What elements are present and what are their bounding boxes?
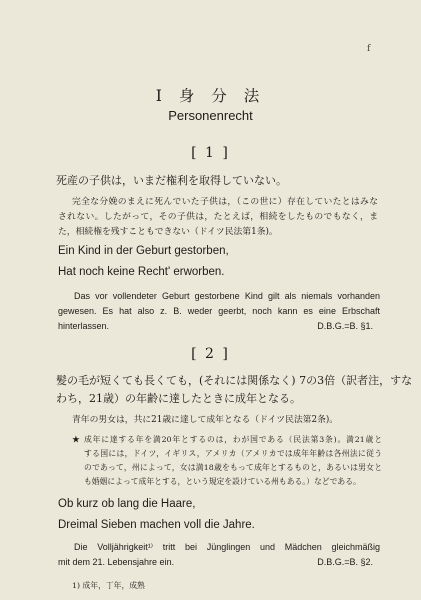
section2-de-note-line: mit dem 21. Lebensjahre ein. <box>58 557 175 567</box>
section2-star-note-line: ★ 成年に達する年を満20年とするのは，わが国である（民法第3条)。満21歳と <box>72 435 382 444</box>
chapter-subtitle: Personenrecht <box>168 108 253 123</box>
section1-de-proverb-line: Ein Kind in der Geburt gestorben, <box>58 245 229 257</box>
section-number-1: [ 1 ] <box>191 145 230 161</box>
section1-jp-commentary-line: た，相続権を残すこともできない（ドイツ民法第1条)。 <box>58 227 278 237</box>
section1-de-note-line: gewesen. Es hat also z. B. weder geerbt, noch kann es eine Erbschaft <box>58 306 380 316</box>
section2-star-note-line: する国には，ドイツ，イギリス，アメリカ（アメリカでは成年年齢は各州法に従う <box>84 449 382 458</box>
section1-de-note-line: Das vor vollendeter Geburt gestorbene Kind gilt als niemals vorhanden <box>74 291 380 301</box>
corner-mark: f <box>367 44 371 54</box>
chapter-title: I 身 分 法 <box>155 87 266 105</box>
section2-footnote: 1) 成年，丁年，成熟 <box>72 581 145 590</box>
section2-jp-maxim-line: 髪の毛が短くても長くても，(それには関係なく) 7の3倍（訳者注，すな <box>56 374 413 387</box>
section1-jp-commentary-line: 完全な分娩のまえに死んでいた子供は，（この世に）存在していたとはみな <box>72 197 378 207</box>
section2-de-proverb-line: Ob kurz ob lang die Haare, <box>58 498 196 510</box>
section1-de-note-line: hinterlassen. <box>58 321 110 331</box>
section2-reference: D.B.G.=B. §2. <box>317 557 373 567</box>
section2-jp-commentary: 青年の男女は，共に21歳に達して成年となる（ドイツ民法第2条)。 <box>72 415 339 425</box>
section1-jp-maxim: 死産の子供は，いまだ権利を取得していない。 <box>56 174 287 187</box>
section2-de-note-line: Die Volljährigkeit¹⁾ tritt bei Jünglingen und Mädchen gleichmäßig <box>74 542 380 552</box>
section1-jp-commentary-line: されない。したがって，その子供は，たとえば，相続をしたものでもなく，ま <box>58 212 378 222</box>
section2-star-note-line: も婚姻によって成年とする，という規定を設けている州もある。）などである。 <box>84 477 361 486</box>
section2-star-note-line: のであって，州によって，女は満18歳をもって成年とするものと，あるいは男女と <box>84 463 382 472</box>
section-number-2: [ 2 ] <box>191 346 230 362</box>
section1-reference: D.B.G.=B. §1. <box>317 321 373 331</box>
section2-de-proverb-line: Dreimal Sieben machen voll die Jahre. <box>58 519 255 531</box>
section2-jp-maxim-line: わち，21歳）の年齢に達したときに成年となる。 <box>56 392 301 405</box>
section1-de-proverb-line: Hat noch keine Recht' erworben. <box>58 266 225 278</box>
